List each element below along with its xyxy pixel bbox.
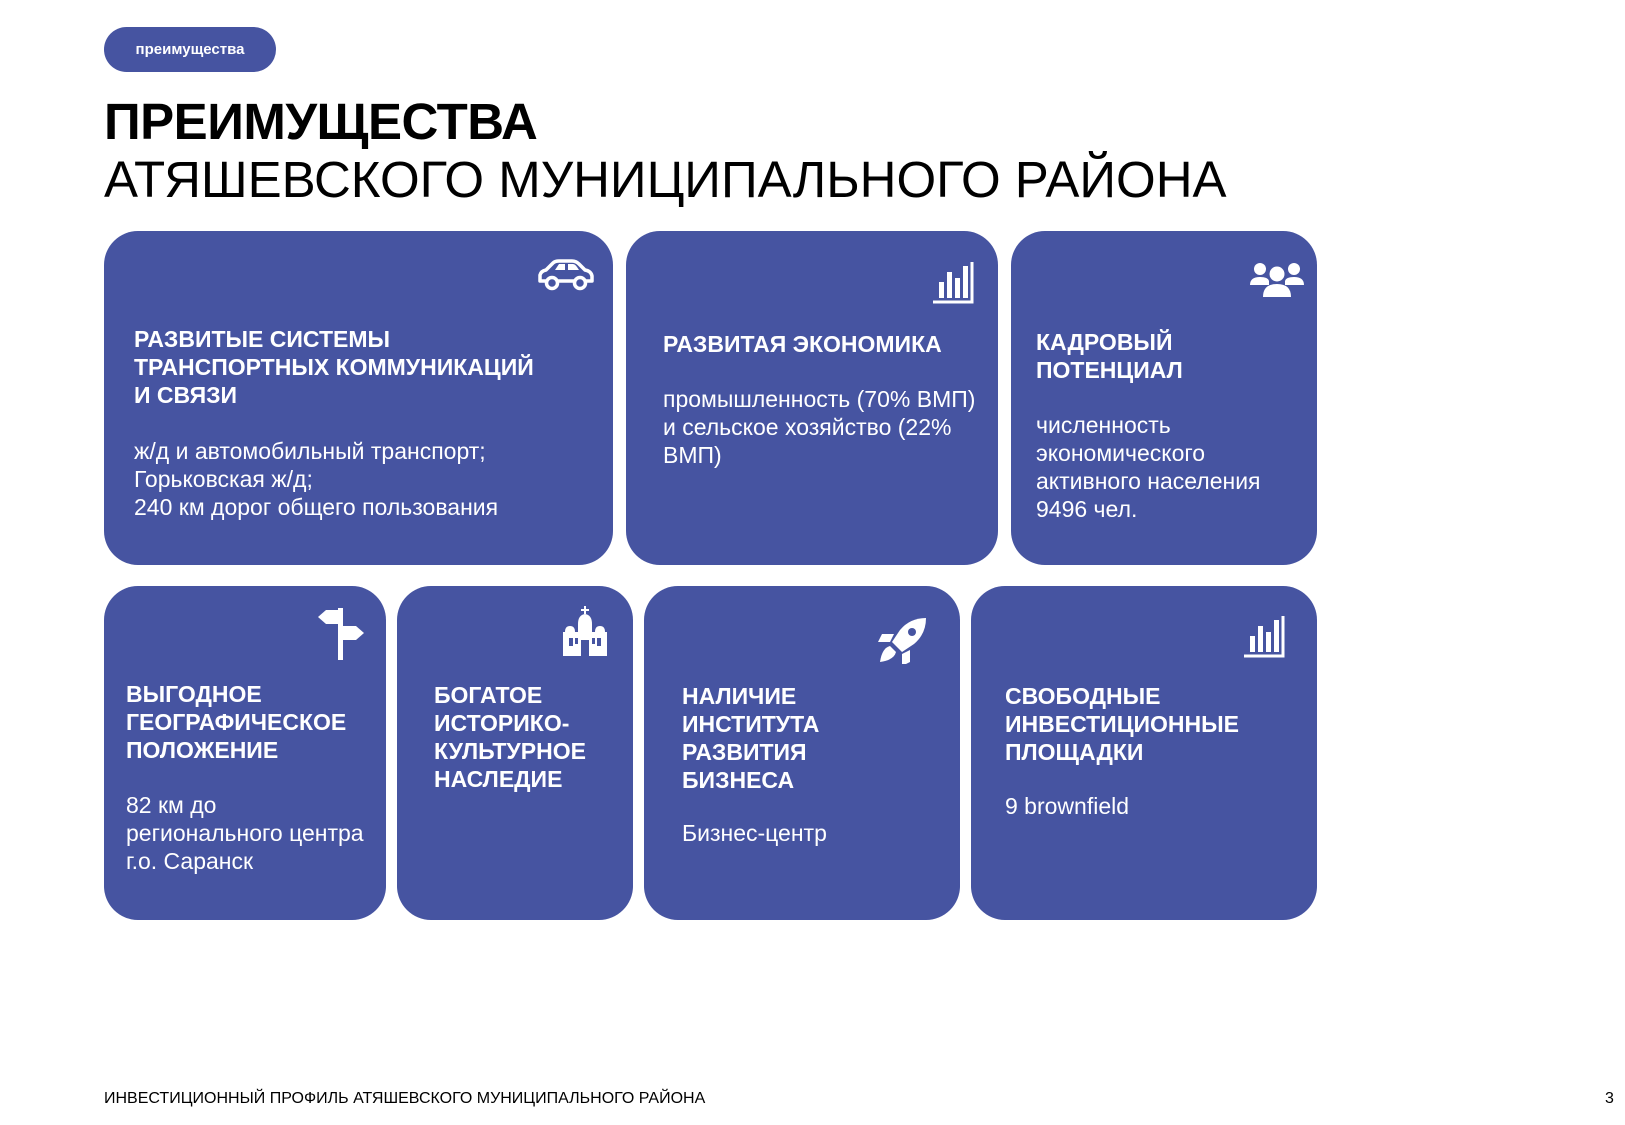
card-heading: ВЫГОДНОЕ ГЕОГРАФИЧЕСКОЕ ПОЛОЖЕНИЕ xyxy=(126,681,347,763)
card-heading: БОГАТОЕ ИСТОРИКО- КУЛЬТУРНОЕ НАСЛЕДИЕ xyxy=(434,682,586,792)
people-group-icon xyxy=(1250,261,1304,297)
card-heading: РАЗВИТЫЕ СИСТЕМЫ ТРАНСПОРТНЫХ КОММУНИКАЦИЙ И СВЯЗИ xyxy=(134,326,534,408)
bar-chart-icon xyxy=(1242,614,1286,658)
rocket-icon xyxy=(878,616,928,664)
signpost-icon xyxy=(318,608,366,660)
card-description: промышленность (70% ВМП) и сельское хозяйство (22% ВМП) xyxy=(663,386,976,468)
church-icon xyxy=(563,606,607,656)
car-icon xyxy=(536,259,594,291)
page-number: 3 xyxy=(1605,1090,1614,1107)
card-heading: СВОБОДНЫЕ ИНВЕСТИЦИОННЫЕ ПЛОЩАДКИ xyxy=(1005,683,1240,765)
page-title: ПРЕИМУЩЕСТВА xyxy=(104,93,538,150)
card-heading: НАЛИЧИЕ ИНСТИТУТА РАЗВИТИЯ БИЗНЕСА xyxy=(682,683,820,793)
card-description: ж/д и автомобильный транспорт; Горьковская ж/д; 240 км дорог общего пользования xyxy=(134,438,499,520)
card-workforce xyxy=(1011,231,1317,565)
bar-chart-icon xyxy=(931,260,975,304)
card-investment-sites xyxy=(971,586,1317,920)
card-business xyxy=(644,586,960,920)
card-transport xyxy=(104,231,613,565)
card-heading: РАЗВИТАЯ ЭКОНОМИКА xyxy=(663,331,942,357)
card-description: 9 brownfield xyxy=(1005,793,1130,819)
card-description: 82 км до регионального центра г.о. Саранск xyxy=(126,792,364,874)
page-subtitle: АТЯШЕВСКОГО МУНИЦИПАЛЬНОГО РАЙОНА xyxy=(104,151,1227,208)
card-description: численность экономического активного населения 9496 чел. xyxy=(1036,412,1261,522)
footer-text: ИНВЕСТИЦИОННЫЙ ПРОФИЛЬ АТЯШЕВСКОГО МУНИЦИПАЛЬНОГО РАЙОНА xyxy=(104,1090,706,1107)
card-description: Бизнес-центр xyxy=(682,820,827,846)
card-heading: КАДРОВЫЙ ПОТЕНЦИАЛ xyxy=(1036,329,1183,383)
card-economy xyxy=(626,231,998,565)
card-heritage xyxy=(397,586,633,920)
section-tag: преимущества xyxy=(104,27,276,72)
card-geography xyxy=(104,586,386,920)
